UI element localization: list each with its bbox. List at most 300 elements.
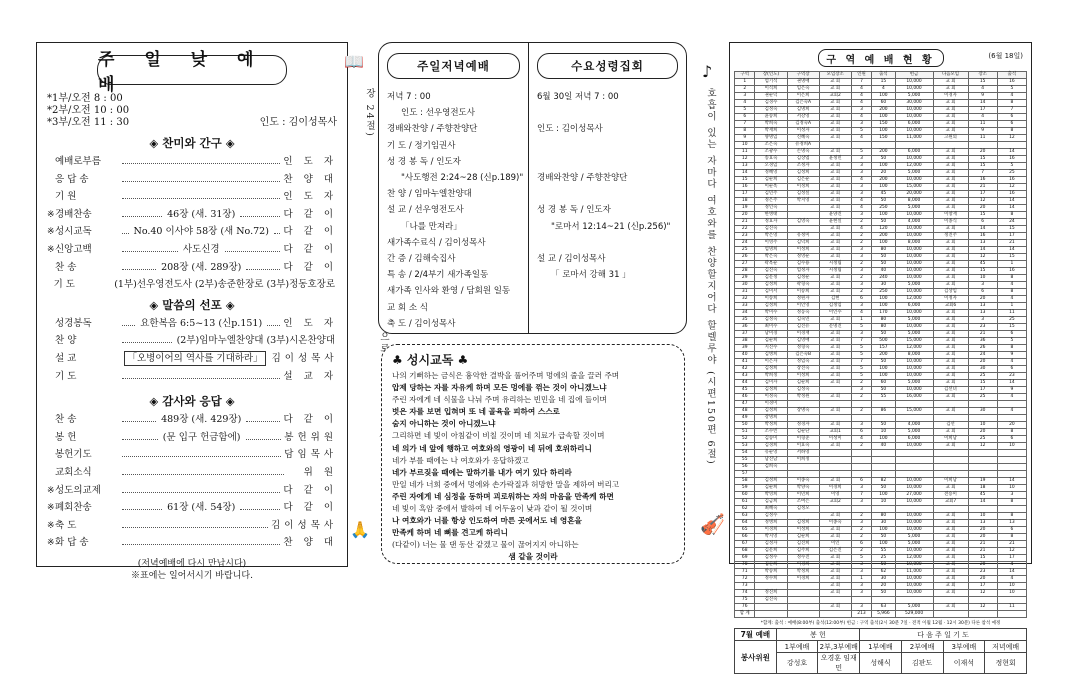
table-cell: 이승희	[787, 289, 819, 296]
service-line: 인도 : 김이성목사	[537, 124, 603, 135]
order-item-leader: 김이성목사	[271, 352, 338, 364]
table-cell	[819, 506, 851, 513]
table-cell: 교 회	[819, 114, 851, 121]
table-cell: 19	[735, 205, 755, 212]
table-cell: 58	[735, 478, 755, 485]
table-cell: 4	[851, 114, 871, 121]
table-cell: 4	[997, 93, 1026, 100]
table-cell: 15	[968, 380, 997, 387]
table-cell	[997, 415, 1026, 422]
service-line	[537, 186, 678, 202]
table-cell: 박승희	[755, 569, 787, 576]
order-item-leader: 설 교 자	[283, 370, 337, 382]
table-cell: 14	[968, 499, 997, 506]
table-cell: 교 회	[819, 205, 851, 212]
table-cell: 4	[851, 100, 871, 107]
duty-col: 1부예배	[860, 641, 902, 653]
order-item-leader: 담임목사	[284, 449, 337, 461]
footer-note	[47, 558, 337, 582]
table-cell: 교 회	[933, 338, 968, 345]
table-row	[735, 513, 1027, 520]
table-cell: 김상엽	[787, 156, 819, 163]
table-cell: 박희정	[755, 373, 787, 380]
table-row	[735, 184, 1027, 191]
duty-lead-1: 7월 예배	[735, 629, 777, 641]
table-cell: 14	[968, 247, 997, 254]
order-item-name: 기 원	[55, 191, 77, 203]
table-cell: 10	[872, 499, 895, 506]
table-cell: 교 회	[933, 541, 968, 548]
table-cell: 200	[872, 177, 895, 184]
table-cell: 윤승희	[755, 114, 787, 121]
table-cell: 50	[872, 534, 895, 541]
table-cell: 김진희	[787, 541, 819, 548]
table-cell: 정임숙	[787, 359, 819, 366]
table-cell: 10,000	[895, 520, 933, 527]
table-cell: 3	[851, 268, 871, 275]
order-item-detail: 사도신경	[182, 243, 220, 255]
table-row	[735, 100, 1027, 107]
order-item	[47, 241, 337, 259]
table-cell: 13	[968, 520, 997, 527]
table-cell: 교 회	[933, 261, 968, 268]
table-cell: 10,000	[895, 499, 933, 506]
service-line: 성 경 봉 독 / 인도자	[387, 156, 461, 167]
order-item	[47, 332, 337, 350]
table-cell: 3	[851, 562, 871, 569]
table-cell: 교 회	[819, 569, 851, 576]
reading-line: 그리하면 네 빛이 아침같이 비칠 것이며 네 치료가 급속할 것이며	[392, 431, 605, 441]
table-cell: 25	[968, 394, 997, 401]
table-cell: 5	[851, 128, 871, 135]
table-cell: 16	[997, 177, 1026, 184]
table-cell: 조여은	[787, 499, 819, 506]
table-cell: 4	[851, 310, 871, 317]
table-cell: 엄기석	[755, 79, 787, 86]
table-cell: 이종식	[933, 219, 968, 226]
table-cell: 150	[872, 121, 895, 128]
table-cell: 10,000	[895, 443, 933, 450]
table-cell: 4	[997, 394, 1026, 401]
table-cell	[851, 506, 871, 513]
table-cell: 교 회	[933, 177, 968, 184]
leader-dots	[122, 414, 156, 422]
table-cell: 2	[735, 86, 755, 93]
table-cell: 유정미	[787, 233, 819, 240]
order-item	[47, 446, 337, 464]
table-cell: 10,000	[895, 261, 933, 268]
table-cell	[997, 471, 1026, 478]
table-cell: 16	[997, 79, 1026, 86]
table-row	[735, 583, 1027, 590]
table-cell: 5	[997, 86, 1026, 93]
responsive-reading-text	[392, 370, 674, 564]
table-cell	[895, 415, 933, 422]
table-cell: 6,000	[895, 436, 933, 443]
table-cell: 교 회	[933, 282, 968, 289]
table-cell: 김성희	[755, 282, 787, 289]
table-cell: 8,000	[895, 198, 933, 205]
table-cell: 55	[872, 548, 895, 555]
table-cell	[819, 597, 851, 604]
table-cell: 67	[735, 541, 755, 548]
table-cell: 15,000	[895, 338, 933, 345]
table-cell: 10,000	[895, 107, 933, 114]
table-cell: 교 회	[819, 282, 851, 289]
table-cell	[787, 226, 819, 233]
table-cell: 김정임	[819, 303, 851, 310]
reading-line: 샘 같을 것이라	[508, 552, 558, 562]
table-cell: 김상임	[933, 289, 968, 296]
table-cell: 정인숙	[755, 205, 787, 212]
table-cell: 11	[968, 135, 997, 142]
table-cell: 정동숙	[787, 310, 819, 317]
table-cell: 20	[968, 359, 997, 366]
table-row	[735, 520, 1027, 527]
table-cell: 10,000	[895, 254, 933, 261]
table-cell: 50	[735, 422, 755, 429]
table-cell	[819, 415, 851, 422]
table-cell: 10	[872, 429, 895, 436]
table-cell: 14	[997, 205, 1026, 212]
table-cell: 150	[872, 135, 895, 142]
table-cell: 23	[735, 233, 755, 240]
table-cell: 10,000	[895, 548, 933, 555]
table-cell: 11	[997, 604, 1026, 611]
table-cell: 교 회	[819, 604, 851, 611]
service-line: 「나를 만져라」	[401, 221, 462, 232]
table-cell: 이경자	[933, 93, 968, 100]
table-cell: 김정희	[755, 366, 787, 373]
table-cell: 교 회	[933, 310, 968, 317]
table-cell: 17	[968, 387, 997, 394]
table-cell	[755, 471, 787, 478]
table-cell: 6,000	[895, 303, 933, 310]
table-cell: 김순희	[787, 380, 819, 387]
table-cell: 김진숙	[755, 597, 787, 604]
order-item-detail: 46장 (새. 31장)	[167, 208, 236, 220]
table-cell: 8	[997, 100, 1026, 107]
table-cell: 14	[997, 569, 1026, 576]
table-cell: 김영숙	[787, 219, 819, 226]
table-cell: 7	[851, 492, 871, 499]
table-row	[735, 247, 1027, 254]
table-cell: 15,000	[895, 184, 933, 191]
table-cell: 15,000	[895, 408, 933, 415]
table-cell: 문명진	[819, 324, 851, 331]
table-cell: 15	[872, 79, 895, 86]
table-row	[735, 324, 1027, 331]
music-note-icon: ♪	[702, 62, 713, 81]
table-cell: 10,000	[895, 562, 933, 569]
table-cell: 김정순	[787, 275, 819, 282]
table-cell: 교 회	[819, 149, 851, 156]
table-cell: 35	[735, 317, 755, 324]
table-cell: 장명숙	[787, 408, 819, 415]
table-cell: 15	[997, 226, 1026, 233]
table-cell: 김은순	[787, 177, 819, 184]
table-cell: 4	[997, 576, 1026, 583]
order-item-leader: 다 같 이	[283, 261, 338, 273]
table-cell: 66	[735, 534, 755, 541]
table-cell: 교 회	[819, 338, 851, 345]
table-cell: 65	[735, 527, 755, 534]
table-cell: 6	[997, 121, 1026, 128]
table-cell: 3	[968, 317, 997, 324]
table-cell: 21	[997, 240, 1026, 247]
table-cell: 시정림	[819, 268, 851, 275]
table-cell: 권순덕	[755, 93, 787, 100]
table-cell: 17	[968, 191, 997, 198]
table-cell: 100	[872, 128, 895, 135]
table-cell: 이인영	[787, 303, 819, 310]
table-cell: 20	[872, 170, 895, 177]
table-cell	[968, 471, 997, 478]
table-cell: 곽형숙	[787, 282, 819, 289]
table-cell: 4	[851, 93, 871, 100]
total-cell	[819, 611, 851, 618]
table-cell: 8	[997, 212, 1026, 219]
table-row	[735, 569, 1027, 576]
table-cell: 6	[851, 296, 871, 303]
table-cell: 30	[872, 520, 895, 527]
table-cell: 17	[968, 583, 997, 590]
table-cell: 4	[851, 177, 871, 184]
reading-line: 네가 부를 때에는 나 여호와가 응답하겠고	[392, 455, 529, 465]
table-cell: 교 회	[933, 121, 968, 128]
order-item-leader: 다 같 이	[283, 414, 338, 426]
table-cell: 5,000	[895, 380, 933, 387]
table-cell: 200	[872, 149, 895, 156]
table-row	[735, 394, 1027, 401]
table-cell: 교 회	[933, 583, 968, 590]
column-header: 모임장소	[819, 72, 851, 79]
table-cell: 이성미	[819, 436, 851, 443]
table-row	[735, 576, 1027, 583]
table-cell: 교 회	[819, 226, 851, 233]
table-cell	[787, 212, 819, 219]
table-cell: 31	[735, 289, 755, 296]
table-cell: 40	[872, 268, 895, 275]
table-cell	[819, 450, 851, 457]
table-cell: 11,000	[895, 135, 933, 142]
order-item	[47, 464, 337, 482]
table-cell: 교 회	[819, 366, 851, 373]
table-cell: 교 회	[933, 380, 968, 387]
table-cell: 74	[735, 590, 755, 597]
table-row	[735, 198, 1027, 205]
table-cell: 장진숙	[787, 366, 819, 373]
table-cell: 10,000	[895, 212, 933, 219]
table-row	[735, 338, 1027, 345]
cell-group-report-panel	[729, 42, 1032, 672]
leader-dots	[122, 537, 280, 545]
table-cell: 교 회	[819, 275, 851, 282]
table-cell: 3	[851, 170, 871, 177]
table-cell: 조수빈	[755, 429, 787, 436]
table-cell: 20	[968, 562, 997, 569]
table-cell	[895, 401, 933, 408]
table-cell	[819, 401, 851, 408]
table-cell: 이정숙	[755, 394, 787, 401]
table-cell: 교 회	[933, 408, 968, 415]
table-cell: 13	[968, 240, 997, 247]
table-cell: 5	[851, 345, 871, 352]
order-item	[47, 276, 337, 294]
table-cell: 교 회	[819, 191, 851, 198]
table-cell	[895, 471, 933, 478]
table-cell: 4	[851, 436, 871, 443]
table-cell: 9	[968, 93, 997, 100]
table-cell: 10,000	[895, 268, 933, 275]
order-item	[47, 482, 337, 500]
column-header: 구역장	[787, 72, 819, 79]
table-cell: 50	[872, 422, 895, 429]
order-item	[47, 153, 337, 171]
table-cell: 교 회	[819, 198, 851, 205]
table-cell: 정진주	[933, 233, 968, 240]
table-cell: 박희숙	[755, 121, 787, 128]
duty-col: 1부예배	[776, 641, 818, 653]
table-row	[735, 366, 1027, 373]
service-line: 설 교 / 김이성목사	[537, 254, 606, 265]
table-cell: 100	[872, 184, 895, 191]
table-cell: 80	[872, 324, 895, 331]
reading-line: 나 여호와가 너를 항상 인도하여 마른 곳에서도 네 영혼을	[392, 516, 582, 526]
table-cell: 3	[851, 583, 871, 590]
service-line	[537, 138, 678, 154]
table-cell: 교 회	[819, 233, 851, 240]
table-cell: 3	[851, 107, 871, 114]
order-item-leader: 다 같 이	[283, 243, 338, 255]
table-cell: 교 회	[933, 604, 968, 611]
table-cell: 10,000	[895, 79, 933, 86]
table-cell: 3	[851, 191, 871, 198]
table-cell	[872, 142, 895, 149]
duty-col: 3부예배	[943, 641, 985, 653]
order-item-name: 기 도	[55, 370, 77, 382]
table-cell: 4,000	[895, 422, 933, 429]
table-cell	[755, 583, 787, 590]
table-cell: 이은희	[787, 93, 819, 100]
table-cell: 13	[968, 310, 997, 317]
leader-dots	[122, 485, 280, 493]
order-item-name: 설 교	[54, 352, 77, 364]
table-cell	[819, 471, 851, 478]
table-cell: 엄정자	[787, 268, 819, 275]
table-cell: 정형숙	[787, 345, 819, 352]
table-cell: 교 회	[933, 576, 968, 583]
table-cell: 3	[968, 282, 997, 289]
table-cell: 교회2	[819, 93, 851, 100]
leader-dots	[122, 449, 281, 457]
table-cell: 최혜숙	[755, 506, 787, 513]
table-cell: 21	[997, 541, 1026, 548]
leader-dots	[246, 262, 280, 270]
table-row	[735, 177, 1027, 184]
table-cell: 10,000	[895, 583, 933, 590]
table-cell: 5,000	[895, 205, 933, 212]
table-cell: 36	[968, 338, 997, 345]
table-row	[735, 555, 1027, 562]
table-cell: 박재희	[755, 128, 787, 135]
table-row	[735, 114, 1027, 121]
column-header: 출석	[997, 72, 1026, 79]
table-cell: 4	[851, 135, 871, 142]
table-row	[735, 205, 1027, 212]
table-cell: 교 회	[933, 268, 968, 275]
table-cell: 28	[735, 268, 755, 275]
table-cell: 20	[997, 422, 1026, 429]
table-row	[735, 485, 1027, 492]
table-cell	[787, 205, 819, 212]
table-cell: 교 회	[933, 86, 968, 93]
table-cell: 교 회	[933, 247, 968, 254]
table-cell: 10	[997, 443, 1026, 450]
table-cell: 6	[997, 527, 1026, 534]
table-cell: 10,000	[895, 513, 933, 520]
table-cell: 이영	[819, 492, 851, 499]
table-cell: 50	[872, 219, 895, 226]
table-cell	[851, 457, 871, 464]
table-cell: 2	[851, 233, 871, 240]
table-cell: 23	[968, 324, 997, 331]
table-row	[735, 352, 1027, 359]
service-times	[47, 93, 337, 129]
table-cell: 윤현실	[819, 219, 851, 226]
table-cell: 5	[851, 366, 871, 373]
table-cell: 송효숙	[755, 156, 787, 163]
table-cell: 14	[735, 170, 755, 177]
table-cell: 교 회	[933, 275, 968, 282]
evening-order	[387, 89, 524, 332]
table-cell: 서하영	[787, 450, 819, 457]
table-cell: 5,000	[895, 170, 933, 177]
table-cell: 20	[872, 583, 895, 590]
table-cell: 63	[735, 513, 755, 520]
order-item-name: 예배로부름	[55, 156, 101, 167]
stand-mark: ※	[47, 503, 55, 514]
order-item-detail: (문 입구 헌금함에)	[162, 431, 241, 443]
total-cell	[933, 611, 968, 618]
table-cell	[819, 387, 851, 394]
table-cell: 3	[851, 569, 871, 576]
table-cell: 9	[997, 387, 1026, 394]
table-cell: 3	[851, 331, 871, 338]
table-cell: 교 회	[933, 79, 968, 86]
table-cell: 교 회	[933, 107, 968, 114]
table-row	[735, 79, 1027, 86]
order-item	[47, 368, 337, 386]
table-cell: 이영주	[755, 240, 787, 247]
table-cell: 51	[735, 429, 755, 436]
table-cell: 13	[997, 520, 1026, 527]
order-item-leader: 김이성목사	[271, 519, 337, 531]
table-cell: 교 회	[933, 156, 968, 163]
table-cell: 21	[968, 548, 997, 555]
order-item-leader: 인 도 자	[283, 156, 337, 167]
table-cell: 170	[872, 310, 895, 317]
table-cell: 20	[968, 296, 997, 303]
table-cell: 5	[735, 107, 755, 114]
table-row	[735, 149, 1027, 156]
table-cell	[933, 142, 968, 149]
order-item-leader: 인 도 자	[283, 317, 337, 329]
table-cell: 5	[851, 324, 871, 331]
duty-col: 저녁예배	[985, 641, 1027, 653]
table-cell: 김정숙A	[787, 121, 819, 128]
table-cell: 43	[735, 373, 755, 380]
